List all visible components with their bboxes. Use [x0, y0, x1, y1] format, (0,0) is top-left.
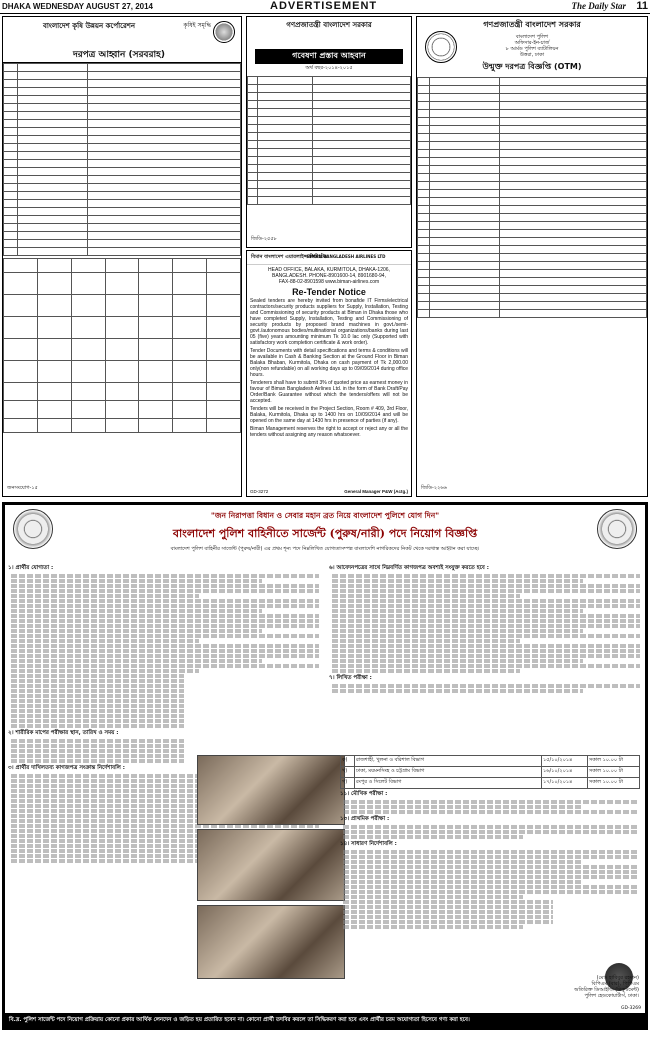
krishi-logo-icon — [213, 21, 235, 43]
header-section: ADVERTISEMENT — [270, 0, 378, 12]
biman-address-line: FAX-88-02-8901598 www.biman-airlines.com — [278, 279, 380, 285]
krishi-ad-code: জনসংযোগ-১৫ — [7, 485, 38, 491]
research-fiscal-year: অর্থ বছর-২০১৪-২০১৫ — [305, 65, 353, 71]
police-ad-code: GD-3269 — [620, 1006, 641, 1011]
biman-paragraph: Tenderers shall have to submit 3% of quoted price as earnest money in favour of Biman Bangladesh Airlines Ltd. in the form of Bank Draft/Pay Order/Bank Guarantee without which the tenders/offers will not be accepted. — [250, 380, 408, 404]
biman-ad-title: Re-Tender Notice — [292, 287, 366, 297]
biman-retender-ad — [246, 250, 412, 497]
research-gov-name: গণপ্রজাতন্ত্রী বাংলাদেশ সরকার — [286, 21, 372, 29]
signature-line: অতিরিক্ত ডিআইজি (রিক্রুটমেন্ট) — [574, 987, 639, 993]
police-section-heading: ১। প্রার্থীর যোগ্যতা : — [8, 565, 54, 571]
police-photo — [197, 829, 345, 901]
krishi-tender-ad — [2, 16, 242, 497]
police-footer-notice: বি.দ্র. পুলিশ সার্জেন্ট পদে নিয়োগ প্রক্রিয়ায় কোনো প্রকার আর্থিক লেনদেন ও জড়িত হয় প্রতারিত হবেন না। কোনো প্রার্থী তদবির করলে তা সিদ্ধিকরণ করা হবে এবং প্রার্থীর চরম অযোগ্যতা হিসেবে গণ্য করা হবে। — [5, 1013, 645, 1027]
newspaper-logo: The Daily Star — [571, 1, 626, 11]
table-cell: রাজশাহী, খুলনা ও বরিশাল বিভাগ — [355, 756, 542, 767]
table-cell: সকাল ১০.০০ টা — [588, 756, 640, 767]
police-exam-schedule — [340, 755, 640, 930]
police-section-heading: ১৩। প্রাথমিক পরীক্ষা : — [340, 816, 390, 822]
police-section-heading: ৭। লিখিত পরীক্ষা : — [329, 675, 372, 681]
otm-ad-code: জিডি-২২৬৬ — [421, 485, 447, 491]
table-cell: ১৫/১০/২০১৪ — [542, 756, 588, 767]
otm-dept-line: ৮ আর্মড পুলিশ ব্যাটালিয়ন — [505, 46, 559, 52]
biman-paragraph: Tenders will be received in the Project Section, Room # 409, 3rd Floor, Balaka, Kurmitola, Dhaka up to 1400 hrs on 10/09/2014 and will be opened on the same day at 1430 hrs in presence of parties (if any). — [250, 406, 408, 424]
biman-ref-code: GD-3272 — [250, 489, 269, 494]
police-photo — [197, 755, 345, 825]
otm-table — [417, 77, 647, 318]
police-banner — [5, 505, 645, 552]
table-cell: খ) — [341, 767, 355, 778]
otm-gov-name: গণপ্রজাতন্ত্রী বাংলাদেশ সরকার — [483, 20, 581, 29]
otm-ad-title: উন্মুক্ত দরপত্র বিজ্ঞপ্তি (OTM) — [482, 62, 582, 71]
page-header — [0, 0, 650, 14]
biman-address — [247, 267, 411, 285]
biman-paragraph: Tender Documents with detail specifications and terms & conditions will be available in Cash & Banking Section at the Ground Floor in Biman Balaka Bhaban, Kurmitola, Dhaka on cash payment of Tk 2,000.00 only(non refundable) on all working days up to 09/09/2014 during office hours. — [250, 348, 408, 378]
government-seal-icon — [425, 31, 457, 63]
table-row — [341, 767, 640, 778]
police-photo-collage — [197, 755, 347, 980]
table-row — [341, 756, 640, 767]
table-cell: ঢাকা, ময়মনসিংহ ও চট্টগ্রাম বিভাগ — [355, 767, 542, 778]
otm-dept-line: উত্তরা, ঢাকা — [519, 52, 545, 58]
biman-signatory: General Manager P&W (Actg.) — [344, 489, 408, 494]
otm-dept-line: অফিসার-ইন-চার্জ — [514, 40, 550, 46]
otm-dept-line: বাংলাদেশ পুলিশ — [515, 34, 549, 40]
signature-line: পুলিশ হেডকোয়ার্টার্স, ঢাকা। — [584, 993, 639, 999]
krishi-tender-table — [3, 63, 241, 256]
table-cell: ক) — [341, 756, 355, 767]
police-section-heading: ১১। মৌখিক পরীক্ষা : — [340, 791, 388, 797]
police-ad-title: বাংলাদেশ পুলিশ বাহিনীতে সার্জেন্ট (পুরুষ/নারী) পদে নিয়োগ বিজ্ঞপ্তি — [172, 527, 478, 540]
header-date: DHAKA WEDNESDAY AUGUST 27, 2014 — [2, 2, 154, 11]
krishi-ad-title: দরপত্র আহ্বান (সরবরাহ) — [73, 50, 165, 60]
table-row — [341, 778, 640, 789]
table-cell: সকাল ১০.০০ টা — [588, 778, 640, 789]
krishi-ad-header — [3, 17, 241, 63]
signature-line: (মোঃ হাবিবুর রহমান) — [596, 975, 639, 981]
police-recruitment-ad — [2, 502, 648, 1030]
table-cell: গ) — [341, 778, 355, 789]
research-ad-title: গবেষণা প্রস্তাব আহবান — [255, 49, 403, 64]
biman-logo-row — [247, 251, 411, 265]
table-cell: সকাল ১০.০০ টা — [588, 767, 640, 778]
police-signature — [574, 975, 639, 999]
police-photo — [197, 905, 345, 979]
biman-paragraph: Biman Management reserves the right to accept or reject any or all the tenders without assigning any reason whatsoever. — [250, 426, 408, 438]
research-table — [247, 76, 411, 205]
biman-brand-bangla: বিমান বাংলাদেশ এয়ারলাইন্স লিমিটেড — [251, 254, 328, 260]
biman-paragraph: Sealed tenders are hereby invited from bonafide IT Firms/electrical contractors/security products suppliers for Supply, Installation, Testing and Commissioning of security products at Biman in Dhaka those who have completed Supply, Installation, Testing and Commissioning of security products by proposed brand machines in govt./semi-govt./autonomous bodies/multinational organizations/banks during last 05 (five) years amounting minimum Tk 10.0 lac only (Supported with satisfactory work completion certificate & work order). — [250, 298, 408, 346]
biman-address-line: HEAD OFFICE, BALAKA, KURMITOLA, DHAKA-1206, — [268, 267, 390, 273]
police-section-heading: ১৪। সাধারণ নির্দেশাবলি : — [340, 841, 397, 847]
police-section-heading: ২। শারীরিক মাপের পরীক্ষার স্থান, তারিখ ও সময় : — [8, 730, 119, 736]
schedule-table — [340, 755, 640, 789]
police-right-column — [329, 563, 643, 694]
biman-address-line: BANGLADESH. PHONE-8901600-14, 8901680-94, — [272, 273, 386, 279]
table-cell: ১৭/১০/২০১৪ — [542, 778, 588, 789]
signature-line: বিপিএম (বার), পিপিএম — [591, 981, 639, 987]
police-section-heading: ৬। আবেদনপত্রের সাথে নিম্নবর্ণিত কাগজপত্র অবশ্যই সংযুক্ত করতে হবে : — [329, 565, 489, 571]
police-ad-subtitle: বাংলাদেশ পুলিশ বাহিনীর সার্জেন্ট (পুরুষ/নারী) এর প্রথম শূন্য পদে নিম্নলিখিত যোগ্যতাসম্পন্ন বাংলাদেশি নাগরিকদের নিকট থেকে দরখাস্ত আহ্বান করা যাচ্ছে। — [170, 546, 480, 552]
krishi-items-table — [3, 258, 241, 433]
table-cell: রংপুর ও সিলেট বিভাগ — [355, 778, 542, 789]
biman-brand-english: BIMAN BANGLADESH AIRLINES LTD — [307, 254, 386, 259]
biman-body — [247, 298, 411, 438]
research-ad-code: জিডি-২৫৫৮ — [251, 236, 277, 242]
krishi-tagline: কৃষিই সমৃদ্ধি — [183, 22, 211, 29]
krishi-org-name: বাংলাদেশ কৃষি উন্নয়ন কর্পোরেশন — [43, 22, 136, 30]
page-number: 11 — [636, 0, 648, 12]
otm-tender-ad — [416, 16, 648, 497]
police-slogan: "জন নিরাপত্তা বিধান ও সেবার মহান ব্রত নিয়ে বাংলাদেশ পুলিশে যোগ দিন" — [210, 511, 440, 520]
police-section-heading: ৩। প্রার্থীর দাখিলতব্য কাগজপত্র সংক্রান্ত নির্দেশাবলি : — [8, 765, 125, 771]
research-proposal-ad — [246, 16, 412, 248]
table-cell: ১৬/১০/২০১৪ — [542, 767, 588, 778]
